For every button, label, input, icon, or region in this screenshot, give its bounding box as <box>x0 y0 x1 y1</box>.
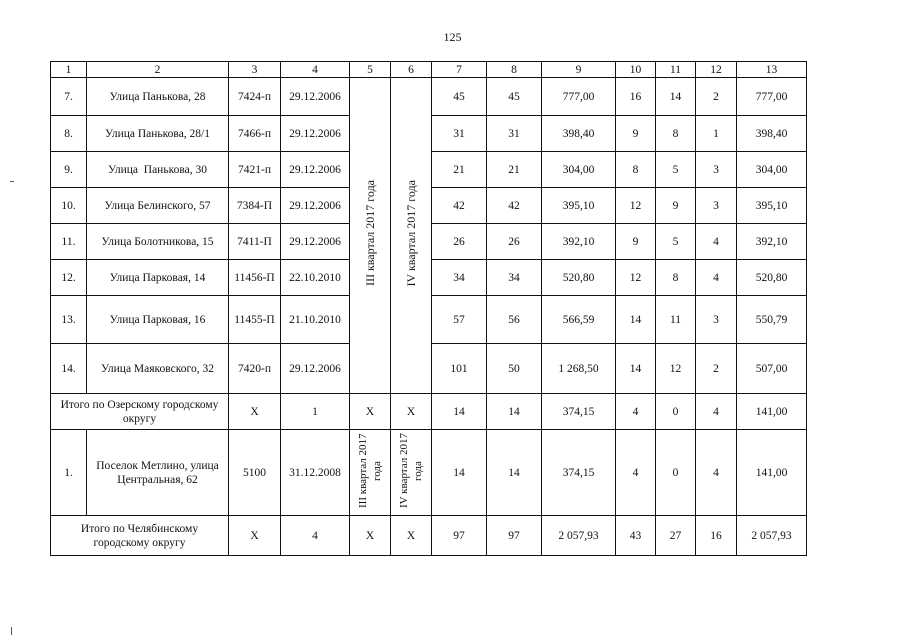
value-cell: 16 <box>696 516 737 556</box>
value-cell: 50 <box>487 344 542 394</box>
row-number: 9. <box>51 152 87 188</box>
date-cell: 22.10.2010 <box>281 260 350 296</box>
value-cell: 1 <box>696 116 737 152</box>
value-cell: 3 <box>696 188 737 224</box>
value-cell: 101 <box>432 344 487 394</box>
address-cell: Улица Белинского, 57 <box>87 188 229 224</box>
header-cell: 5 <box>350 62 391 78</box>
quarter-iii-cell <box>350 430 391 516</box>
value-cell: 57 <box>432 296 487 344</box>
value-cell: 2 <box>696 344 737 394</box>
date-cell: 29.12.2006 <box>281 224 350 260</box>
total-label: Итого по Озерскому городскому округу <box>51 394 229 430</box>
doc-number-cell: 11455-П <box>229 296 281 344</box>
header-cell: 12 <box>696 62 737 78</box>
value-cell: 4 <box>696 430 737 516</box>
value-cell: 34 <box>432 260 487 296</box>
address-cell: Улица Панькова, 28/1 <box>87 116 229 152</box>
data-table <box>50 61 807 556</box>
address-cell: Улица Парковая, 14 <box>87 260 229 296</box>
value-cell: 4 <box>616 394 656 430</box>
value-cell: 42 <box>487 188 542 224</box>
value-cell: 4 <box>696 394 737 430</box>
row-number: 14. <box>51 344 87 394</box>
row-number: 1. <box>51 430 87 516</box>
value-cell: 21 <box>432 152 487 188</box>
value-cell: 3 <box>696 152 737 188</box>
value-cell: 14 <box>432 430 487 516</box>
address-cell: Улица Панькова, 28 <box>87 78 229 116</box>
total-row-chelyabinsk <box>51 516 807 556</box>
header-row <box>51 62 807 78</box>
value-cell: Х <box>391 516 432 556</box>
value-cell: 550,79 <box>737 296 807 344</box>
doc-number-cell: 11456-П <box>229 260 281 296</box>
value-cell: 56 <box>487 296 542 344</box>
value-cell: 12 <box>656 344 696 394</box>
value-cell: 8 <box>616 152 656 188</box>
value-cell: 16 <box>616 78 656 116</box>
value-cell: 26 <box>487 224 542 260</box>
value-cell: 14 <box>616 296 656 344</box>
date-cell: 29.12.2006 <box>281 152 350 188</box>
address-cell: Улица Болотникова, 15 <box>87 224 229 260</box>
value-cell: 34 <box>487 260 542 296</box>
header-cell: 3 <box>229 62 281 78</box>
date-cell: 31.12.2008 <box>281 430 350 516</box>
value-cell: 4 <box>696 260 737 296</box>
value-cell: 12 <box>616 260 656 296</box>
value-cell: 43 <box>616 516 656 556</box>
doc-number-cell: 7384-П <box>229 188 281 224</box>
date-cell: 21.10.2010 <box>281 296 350 344</box>
value-cell: 97 <box>487 516 542 556</box>
row-number: 7. <box>51 78 87 116</box>
value-cell: 14 <box>432 394 487 430</box>
value-cell: Х <box>350 394 391 430</box>
header-cell: 8 <box>487 62 542 78</box>
value-cell: 26 <box>432 224 487 260</box>
table-row <box>51 430 807 516</box>
value-cell: 12 <box>616 188 656 224</box>
value-cell: 141,00 <box>737 394 807 430</box>
value-cell: 9 <box>616 116 656 152</box>
header-cell: 2 <box>87 62 229 78</box>
header-cell: 1 <box>51 62 87 78</box>
value-cell: 566,59 <box>542 296 616 344</box>
doc-number-cell: 7424-п <box>229 78 281 116</box>
value-cell: 0 <box>656 394 696 430</box>
row-number: 13. <box>51 296 87 344</box>
value-cell: 4 <box>696 224 737 260</box>
doc-number-cell: 7411-П <box>229 224 281 260</box>
value-cell: 141,00 <box>737 430 807 516</box>
value-cell: 8 <box>656 260 696 296</box>
quarter-iv-label: IV квартал 2017 года <box>398 433 424 508</box>
value-cell: 9 <box>656 188 696 224</box>
value-cell: Х <box>350 516 391 556</box>
total-row-ozersk <box>51 394 807 430</box>
value-cell: 31 <box>487 116 542 152</box>
value-cell: 520,80 <box>737 260 807 296</box>
row-number: 11. <box>51 224 87 260</box>
value-cell: 97 <box>432 516 487 556</box>
value-cell: 395,10 <box>737 188 807 224</box>
value-cell: Х <box>229 394 281 430</box>
value-cell: 5 <box>656 152 696 188</box>
value-cell: 27 <box>656 516 696 556</box>
value-cell: 0 <box>656 430 696 516</box>
value-cell: 14 <box>487 430 542 516</box>
header-cell: 6 <box>391 62 432 78</box>
value-cell: 2 057,93 <box>542 516 616 556</box>
value-cell: 42 <box>432 188 487 224</box>
address-cell: Поселок Метлино, улица Центральная, 62 <box>87 430 229 516</box>
page-number: 125 <box>443 30 462 44</box>
total-label: Итого по Челябинскому городскому округу <box>51 516 229 556</box>
value-cell: 2 057,93 <box>737 516 807 556</box>
quarter-iv-cell <box>391 78 432 394</box>
quarter-iii-label: III квартал 2017 года <box>357 433 383 508</box>
value-cell: 2 <box>696 78 737 116</box>
address-cell: Улица Панькова, 30 <box>87 152 229 188</box>
value-cell: 1 <box>281 394 350 430</box>
value-cell: 14 <box>487 394 542 430</box>
value-cell: Х <box>391 394 432 430</box>
value-cell: 398,40 <box>542 116 616 152</box>
header-cell: 13 <box>737 62 807 78</box>
value-cell: 3 <box>696 296 737 344</box>
scan-mark <box>10 181 14 182</box>
header-cell: 4 <box>281 62 350 78</box>
value-cell: 507,00 <box>737 344 807 394</box>
value-cell: 45 <box>432 78 487 116</box>
value-cell: 398,40 <box>737 116 807 152</box>
value-cell: 1 268,50 <box>542 344 616 394</box>
header-cell: 11 <box>656 62 696 78</box>
doc-number-cell: 7421-п <box>229 152 281 188</box>
value-cell: Х <box>229 516 281 556</box>
doc-number-cell: 7466-п <box>229 116 281 152</box>
value-cell: 374,15 <box>542 394 616 430</box>
quarter-iv-label: IV квартал 2017 года <box>404 180 418 287</box>
value-cell: 4 <box>281 516 350 556</box>
header-cell: 7 <box>432 62 487 78</box>
header-cell: 10 <box>616 62 656 78</box>
quarter-iv-cell <box>391 430 432 516</box>
quarter-iii-label: III квартал 2017 года <box>363 180 377 287</box>
value-cell: 14 <box>616 344 656 394</box>
quarter-iii-cell <box>350 78 391 394</box>
doc-number-cell: 5100 <box>229 430 281 516</box>
value-cell: 14 <box>656 78 696 116</box>
value-cell: 392,10 <box>542 224 616 260</box>
row-number: 8. <box>51 116 87 152</box>
address-cell: Улица Парковая, 16 <box>87 296 229 344</box>
date-cell: 29.12.2006 <box>281 344 350 394</box>
value-cell: 395,10 <box>542 188 616 224</box>
value-cell: 9 <box>616 224 656 260</box>
value-cell: 304,00 <box>542 152 616 188</box>
value-cell: 304,00 <box>737 152 807 188</box>
header-cell: 9 <box>542 62 616 78</box>
doc-number-cell: 7420-п <box>229 344 281 394</box>
value-cell: 374,15 <box>542 430 616 516</box>
value-cell: 45 <box>487 78 542 116</box>
row-number: 12. <box>51 260 87 296</box>
value-cell: 31 <box>432 116 487 152</box>
value-cell: 8 <box>656 116 696 152</box>
value-cell: 4 <box>616 430 656 516</box>
table-row <box>51 78 807 116</box>
value-cell: 520,80 <box>542 260 616 296</box>
row-number: 10. <box>51 188 87 224</box>
date-cell: 29.12.2006 <box>281 78 350 116</box>
value-cell: 777,00 <box>737 78 807 116</box>
value-cell: 777,00 <box>542 78 616 116</box>
address-cell: Улица Маяковского, 32 <box>87 344 229 394</box>
date-cell: 29.12.2006 <box>281 188 350 224</box>
value-cell: 5 <box>656 224 696 260</box>
value-cell: 392,10 <box>737 224 807 260</box>
date-cell: 29.12.2006 <box>281 116 350 152</box>
scan-mark <box>11 627 12 635</box>
value-cell: 11 <box>656 296 696 344</box>
value-cell: 21 <box>487 152 542 188</box>
